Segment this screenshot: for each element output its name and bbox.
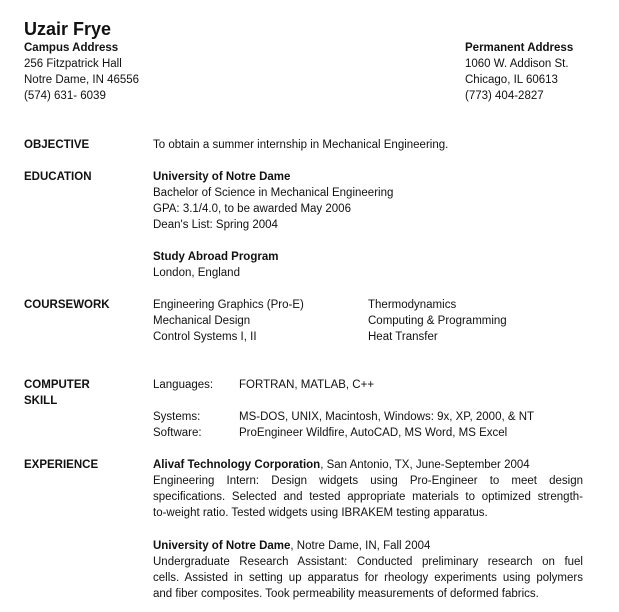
study-abroad-location: London, England bbox=[153, 267, 240, 279]
permanent-phone: (773) 404-2827 bbox=[465, 90, 544, 102]
software-label: Software: bbox=[153, 427, 202, 439]
permanent-address-line2: Chicago, IL 60613 bbox=[465, 74, 558, 86]
course-item: Computing & Programming bbox=[368, 315, 507, 327]
job1-line: Engineering Intern: Design widgets using Pro-Engineer to meet design bbox=[153, 475, 583, 487]
permanent-address-label: Permanent Address bbox=[465, 42, 574, 54]
applicant-name: Uzair Frye bbox=[24, 19, 112, 39]
course-item: Heat Transfer bbox=[368, 331, 438, 343]
job2-org: University of Notre Dame bbox=[153, 540, 291, 552]
campus-address-line2: Notre Dame, IN 46556 bbox=[24, 74, 140, 86]
languages-value: FORTRAN, MATLAB, C++ bbox=[239, 379, 375, 391]
campus-address-line1: 256 Fitzpatrick Hall bbox=[24, 58, 122, 70]
campus-address-label: Campus Address bbox=[24, 42, 119, 54]
objective-heading: OBJECTIVE bbox=[24, 139, 90, 151]
computer-skill-heading-line2: SKILL bbox=[24, 395, 58, 407]
permanent-address-line1: 1060 W. Addison St. bbox=[465, 58, 569, 70]
deans-list: Dean's List: Spring 2004 bbox=[153, 219, 278, 231]
school-name: University of Notre Dame bbox=[153, 171, 291, 183]
computer-skill-heading-line1: COMPUTER bbox=[24, 379, 90, 391]
job2-detail: , Notre Dame, IN, Fall 2004 bbox=[290, 540, 431, 552]
course-item: Control Systems I, II bbox=[153, 331, 257, 343]
job2-line: cells. Assisted in setting up apparatus for rheology experiments using polymers bbox=[153, 572, 583, 584]
objective-text: To obtain a summer internship in Mechanical Engineering. bbox=[153, 139, 449, 151]
job1-heading bbox=[153, 457, 530, 473]
course-item: Engineering Graphics (Pro-E) bbox=[153, 299, 304, 311]
coursework-heading: COURSEWORK bbox=[24, 299, 110, 311]
education-heading: EDUCATION bbox=[24, 171, 92, 183]
job2-line: Undergraduate Research Assistant: Conducted preliminary research on fuel bbox=[153, 556, 583, 568]
job2-line: and fiber composites. Took permeability measurements of deformed fabrics. bbox=[153, 588, 539, 600]
campus-phone: (574) 631- 6039 bbox=[24, 90, 106, 102]
software-value: ProEngineer Wildfire, AutoCAD, MS Word, MS Excel bbox=[239, 427, 508, 439]
job1-org: Alivaf Technology Corporation bbox=[153, 459, 321, 471]
degree: Bachelor of Science in Mechanical Engineering bbox=[153, 187, 394, 199]
course-item: Thermodynamics bbox=[368, 299, 457, 311]
course-item: Mechanical Design bbox=[153, 315, 251, 327]
experience-heading: EXPERIENCE bbox=[24, 459, 99, 471]
languages-label: Languages: bbox=[153, 379, 214, 391]
gpa: GPA: 3.1/4.0, to be awarded May 2006 bbox=[153, 203, 351, 215]
systems-value: MS-DOS, UNIX, Macintosh, Windows: 9x, XP, 2000, & NT bbox=[239, 411, 535, 423]
job1-detail: , San Antonio, TX, June-September 2004 bbox=[320, 459, 530, 471]
study-abroad-name: Study Abroad Program bbox=[153, 251, 279, 263]
systems-label: Systems: bbox=[153, 411, 201, 423]
job2-heading bbox=[153, 538, 430, 554]
job1-line: to-weight ratio. Tested widgets using IBRAKEM testing apparatus. bbox=[153, 507, 488, 519]
job1-line: specifications. Selected and tested appropriate materials to optimized strength- bbox=[153, 491, 583, 503]
